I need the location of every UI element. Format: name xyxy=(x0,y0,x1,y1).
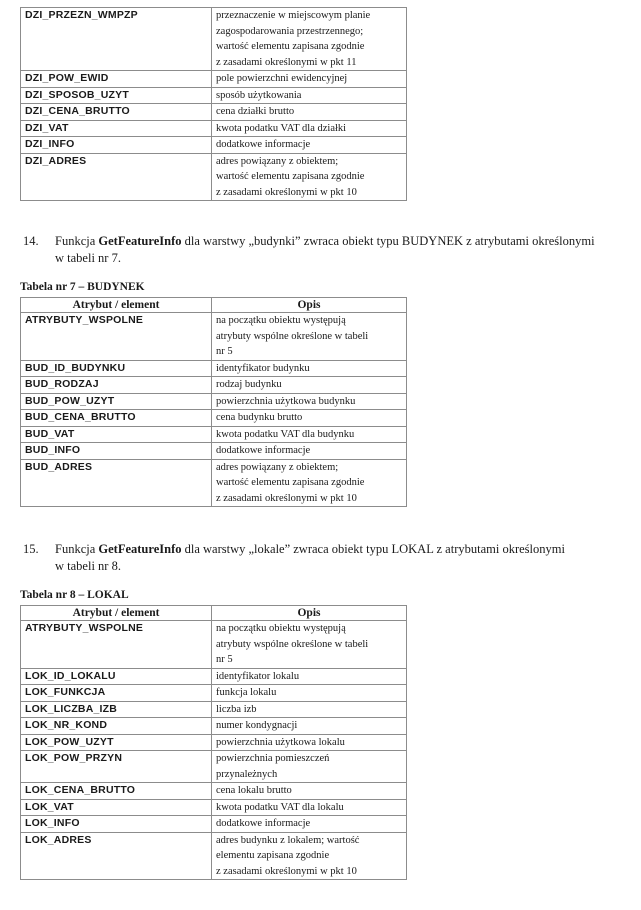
table-row xyxy=(21,153,407,201)
paragraph-line-2: w tabeli nr 8. xyxy=(55,559,121,573)
table-row xyxy=(21,832,407,880)
table-row xyxy=(21,668,407,685)
description-cell xyxy=(212,459,407,507)
table-row xyxy=(21,426,407,443)
description-line: z zasadami określonymi w pkt 11 xyxy=(216,56,357,68)
attribute-name-cell: LOK_LICZBA_IZB xyxy=(21,701,212,718)
attribute-name-cell: BUD_POW_UZYT xyxy=(21,393,212,410)
description-line: identyfikator lokalu xyxy=(216,670,300,682)
table-row xyxy=(21,71,407,88)
paragraph-text-pre: Funkcja xyxy=(55,542,99,556)
description-line: pole powierzchni ewidencyjnej xyxy=(216,73,348,84)
description-cell xyxy=(212,410,407,427)
description-line: kwota podatku VAT dla lokalu xyxy=(216,801,344,813)
table-7-caption: Tabela nr 7 – BUDYNEK xyxy=(20,281,145,293)
description-cell xyxy=(212,153,407,201)
attribute-name-cell: DZI_ADRES xyxy=(21,153,212,201)
table-row xyxy=(21,87,407,104)
description-line: kwota podatku VAT dla działki xyxy=(216,122,347,134)
description-cell xyxy=(212,377,407,394)
attribute-name-cell: DZI_SPOSOB_UZYT xyxy=(21,87,212,104)
paragraph-number: 14. xyxy=(23,234,39,248)
attribute-name-cell: ATRYBUTY_WSPOLNE xyxy=(21,313,212,361)
attribute-name-cell: LOK_POW_PRZYN xyxy=(21,751,212,783)
attribute-name-cell: DZI_VAT xyxy=(21,120,212,137)
description-line: cena lokalu brutto xyxy=(216,785,292,796)
table-7-budynek xyxy=(20,297,407,507)
description-line: zagospodarowania przestrzennego; xyxy=(216,25,364,37)
table-dzialka-continued xyxy=(20,7,407,201)
description-cell xyxy=(212,832,407,880)
description-line: powierzchnia użytkowa lokalu xyxy=(216,736,345,748)
description-line: rodzaj budynku xyxy=(216,379,282,390)
description-cell xyxy=(212,718,407,735)
column-header-desc: Opis xyxy=(212,298,407,313)
description-cell xyxy=(212,685,407,702)
description-line: funkcja lokalu xyxy=(216,687,277,698)
table-row xyxy=(21,685,407,702)
description-line: atrybuty wspólne określone w tabeli xyxy=(216,330,369,342)
paragraph-text-pre: Funkcja xyxy=(55,234,99,248)
description-line: powierzchnia pomieszczeń xyxy=(216,753,330,764)
table-row xyxy=(21,621,407,669)
table-8-lokal xyxy=(20,605,407,880)
description-line: adres budynku z lokalem; wartość xyxy=(216,834,360,846)
description-line: wartość elementu zapisana zgodnie xyxy=(216,477,365,488)
description-line: z zasadami określonymi w pkt 10 xyxy=(216,186,357,198)
attribute-name-cell: BUD_ID_BUDYNKU xyxy=(21,360,212,377)
description-line: na początku obiektu występują xyxy=(216,315,346,326)
description-line: cena budynku brutto xyxy=(216,412,303,423)
description-cell xyxy=(212,783,407,800)
attribute-name-cell: BUD_RODZAJ xyxy=(21,377,212,394)
table-row xyxy=(21,816,407,833)
description-line: dodatkowe informacje xyxy=(216,445,311,456)
paragraph-line-2: w tabeli nr 7. xyxy=(55,251,121,265)
attribute-name-cell: LOK_POW_UZYT xyxy=(21,734,212,751)
description-line: na początku obiektu występują xyxy=(216,623,346,634)
table-row xyxy=(21,120,407,137)
description-cell xyxy=(212,87,407,104)
table-row xyxy=(21,137,407,154)
description-cell xyxy=(212,799,407,816)
paragraph-text-post: dla warstwy „budynki” zwraca obiekt typu BUDYNEK z atrybutami określonymi xyxy=(181,234,595,248)
column-header-desc: Opis xyxy=(212,606,407,621)
attribute-name-cell: DZI_POW_EWID xyxy=(21,71,212,88)
description-line: kwota podatku VAT dla budynku xyxy=(216,428,355,440)
description-cell xyxy=(212,668,407,685)
description-cell xyxy=(212,701,407,718)
table-row xyxy=(21,313,407,361)
attribute-name-cell: DZI_PRZEZN_WMPZP xyxy=(21,8,212,71)
table-row xyxy=(21,459,407,507)
description-line: nr 5 xyxy=(216,346,233,357)
description-cell xyxy=(212,104,407,121)
description-line: dodatkowe informacje xyxy=(216,139,311,150)
table-row xyxy=(21,443,407,460)
paragraph-text-post: dla warstwy „lokale” zwraca obiekt typu LOKAL z atrybutami określonymi xyxy=(181,542,565,556)
attribute-name-cell: BUD_INFO xyxy=(21,443,212,460)
description-line: cena działki brutto xyxy=(216,106,295,117)
table-row xyxy=(21,799,407,816)
attribute-name-cell: BUD_CENA_BRUTTO xyxy=(21,410,212,427)
description-line: z zasadami określonymi w pkt 10 xyxy=(216,492,357,504)
attribute-name-cell: LOK_VAT xyxy=(21,799,212,816)
table-row xyxy=(21,783,407,800)
description-cell xyxy=(212,313,407,361)
description-cell xyxy=(212,734,407,751)
table-header-row xyxy=(21,298,407,313)
table-row xyxy=(21,393,407,410)
description-line: elementu zapisana zgodnie xyxy=(216,850,330,861)
column-header-attr: Atrybut / element xyxy=(21,298,212,313)
table-row xyxy=(21,8,407,71)
description-cell xyxy=(212,360,407,377)
description-cell xyxy=(212,120,407,137)
attribute-name-cell: BUD_ADRES xyxy=(21,459,212,507)
description-line: adres powiązany z obiektem; xyxy=(216,155,339,167)
attribute-name-cell: BUD_VAT xyxy=(21,426,212,443)
description-line: nr 5 xyxy=(216,654,233,665)
attribute-name-cell: LOK_CENA_BRUTTO xyxy=(21,783,212,800)
description-cell xyxy=(212,426,407,443)
attribute-name-cell: LOK_NR_KOND xyxy=(21,718,212,735)
attribute-name-cell: LOK_INFO xyxy=(21,816,212,833)
attribute-name-cell: LOK_ID_LOKALU xyxy=(21,668,212,685)
description-cell xyxy=(212,8,407,71)
function-name: GetFeatureInfo xyxy=(98,542,182,556)
description-line: dodatkowe informacje xyxy=(216,818,311,829)
table-row xyxy=(21,718,407,735)
function-name: GetFeatureInfo xyxy=(98,234,182,248)
description-line: adres powiązany z obiektem; xyxy=(216,461,339,473)
attribute-name-cell: LOK_ADRES xyxy=(21,832,212,880)
table-header-row xyxy=(21,606,407,621)
table-row xyxy=(21,734,407,751)
description-line: atrybuty wspólne określone w tabeli xyxy=(216,638,369,650)
table-row xyxy=(21,360,407,377)
table-row xyxy=(21,377,407,394)
table-row xyxy=(21,701,407,718)
attribute-name-cell: ATRYBUTY_WSPOLNE xyxy=(21,621,212,669)
paragraph-15 xyxy=(23,541,633,575)
description-cell xyxy=(212,71,407,88)
table-8-caption: Tabela nr 8 – LOKAL xyxy=(20,589,129,601)
attribute-name-cell: LOK_FUNKCJA xyxy=(21,685,212,702)
column-header-attr: Atrybut / element xyxy=(21,606,212,621)
description-line: powierzchnia użytkowa budynku xyxy=(216,395,356,407)
attribute-name-cell: DZI_CENA_BRUTTO xyxy=(21,104,212,121)
description-line: sposób użytkowania xyxy=(216,89,302,101)
description-line: przynależnych xyxy=(216,768,278,780)
description-line: wartość elementu zapisana zgodnie xyxy=(216,171,365,182)
table-row xyxy=(21,751,407,783)
description-line: numer kondygnacji xyxy=(216,720,298,731)
description-cell xyxy=(212,621,407,669)
paragraph-number: 15. xyxy=(23,542,39,556)
description-line: przeznaczenie w miejscowym planie xyxy=(216,10,371,21)
table-row xyxy=(21,410,407,427)
description-cell xyxy=(212,816,407,833)
description-line: z zasadami określonymi w pkt 10 xyxy=(216,865,357,877)
paragraph-14 xyxy=(23,233,633,267)
description-cell xyxy=(212,393,407,410)
attribute-name-cell: DZI_INFO xyxy=(21,137,212,154)
description-line: wartość elementu zapisana zgodnie xyxy=(216,41,365,52)
description-line: identyfikator budynku xyxy=(216,362,310,374)
description-cell xyxy=(212,751,407,783)
table-row xyxy=(21,104,407,121)
description-cell xyxy=(212,137,407,154)
description-line: liczba izb xyxy=(216,703,257,715)
description-cell xyxy=(212,443,407,460)
